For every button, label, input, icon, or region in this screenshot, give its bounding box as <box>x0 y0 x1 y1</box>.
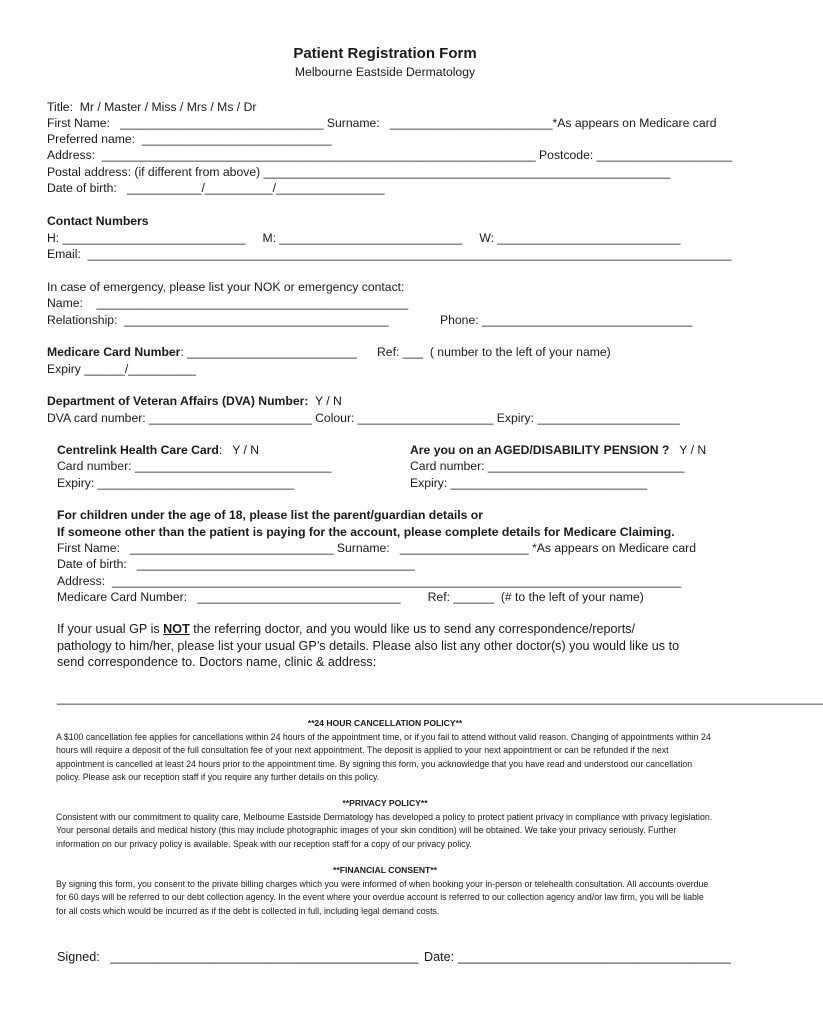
gp-line-2: pathology to him/her, please list your usual GP’s details. Please also list any other doctor(s) you would like us to <box>57 639 680 653</box>
postal-address-field[interactable]: Postal address: (if different from above) ____________________________________________________________ <box>47 165 671 179</box>
emergency-intro: In case of emergency, please list your NOK or emergency contact: <box>47 280 405 294</box>
financial-heading: **FINANCIAL CONSENT** <box>333 865 437 875</box>
guardian-heading-1: For children under the age of 18, please list the parent/guardian details or <box>57 508 483 522</box>
guardian-heading-2: If someone other than the patient is paying for the account, please complete details for Medicare Claiming. <box>57 525 675 539</box>
signature-field[interactable]: Signed: ____________________________________________ <box>57 950 419 964</box>
address-field[interactable]: Address: ________________________________________________________________ Postcode: ____________________ <box>47 148 733 162</box>
financial-text: By signing this form, you consent to the private billing charges which you were informed of when booking your in-person or telehealth consultation. All accounts overdue for 60 days will be referred to our debt collection agency. In the event where your overdue account is referred to our collection agency and/or law firm, you will be liable for all costs which would be incurred as if the debt is collected in full, including legal demand costs. <box>56 879 709 916</box>
medicare-row <box>47 344 357 360</box>
privacy-text: Consistent with our commitment to quality care, Melbourne Eastside Dermatology has developed a policy to protect patient privacy in compliance with privacy legislation. Your personal details and medical history (this may include photographic images of your skin condition) will be obtained. We take your privacy seriously. Further information on our privacy policy is available. Speak with our reception staff for a copy of our privacy policy. <box>56 812 713 849</box>
pension-yn-option[interactable]: Y / N <box>669 443 707 457</box>
dob-field[interactable]: Date of birth: ___________/__________/________________ <box>47 181 385 195</box>
gp-details-field[interactable]: _________________________________________________________________________________________________________________ <box>57 691 823 705</box>
dva-card-field[interactable]: DVA card number: ________________________ Colour: ____________________ Expiry: _____________________ <box>47 411 680 425</box>
centrelink-yn-option[interactable]: : Y / N <box>218 443 260 457</box>
dva-row <box>47 393 342 409</box>
guardian-first-name-field[interactable]: First Name: ______________________________ Surname: ___________________ *As appears on Medicare card <box>57 541 696 555</box>
form-subtitle: Melbourne Eastside Dermatology <box>294 65 476 79</box>
guardian-address-field[interactable]: Address: ____________________________________________________________________________________ <box>57 574 682 588</box>
pension-row <box>410 442 706 458</box>
email-field[interactable]: Email: _______________________________________________________________________________________________ <box>47 247 732 261</box>
emergency-relationship-field[interactable]: Relationship: _______________________________________ <box>47 313 389 327</box>
guardian-dob-field[interactable]: Date of birth: _________________________________________ <box>57 557 415 571</box>
guardian-medicare-field[interactable]: Medicare Card Number: ______________________________ Ref: ______ (# to the left of your name) <box>57 590 644 604</box>
pension-expiry-field[interactable]: Expiry: _____________________________ <box>410 476 648 490</box>
medicare-expiry-field[interactable]: Expiry ______/__________ <box>47 362 197 376</box>
dva-yn-option[interactable]: Y / N <box>308 394 342 408</box>
cancellation-text: A $100 cancellation fee applies for cancellations within 24 hours of the appointment time, or if you fail to attend without valid reason. Changing of appointments within 24 hours will require a deposit of the full consultation fee of your next appointment. The deposit is applied to your next appointment or can be refunded if the next appointment is cancelled at least 24 hours prior to the appointment time. By signing this form, you acknowledge that you have read and understood our cancellation policy. Please ask our reception staff if you require any further details on this policy. <box>56 732 711 782</box>
medicare-field[interactable]: : _________________________ <box>180 345 357 359</box>
centrelink-expiry-field[interactable]: Expiry: _____________________________ <box>57 476 295 490</box>
phone-fields[interactable]: H: ___________________________ M: ___________________________ W: ___________________________ <box>47 231 681 245</box>
contact-heading: Contact Numbers <box>47 214 149 228</box>
title-field[interactable]: Title: Mr / Master / Miss / Mrs / Ms / Dr <box>47 100 257 114</box>
gp-line-3: send correspondence to. Doctors name, clinic & address: <box>57 655 377 669</box>
privacy-heading: **PRIVACY POLICY** <box>342 798 428 808</box>
centrelink-row <box>57 442 259 458</box>
form-title: Patient Registration Form <box>293 45 477 62</box>
pension-label: Are you on an AGED/DISABILITY PENSION ? <box>410 443 670 457</box>
gp-not-emphasis: NOT <box>163 622 190 636</box>
pension-card-field[interactable]: Card number: _____________________________ <box>410 459 685 473</box>
cancellation-heading: **24 HOUR CANCELLATION POLICY** <box>307 718 463 728</box>
gp-line-1 <box>57 621 635 637</box>
emergency-phone-field[interactable]: Phone: _______________________________ <box>440 313 693 327</box>
date-field[interactable]: Date: _______________________________________ <box>424 950 731 964</box>
medicare-ref-field[interactable]: Ref: ___ ( number to the left of your name) <box>377 345 611 359</box>
first-name-field[interactable]: First Name: ______________________________ Surname: ________________________*As appears on Medicare card <box>47 116 717 130</box>
dva-label: Department of Veteran Affairs (DVA) Number: <box>47 394 309 408</box>
medicare-label: Medicare Card Number <box>47 345 181 359</box>
gp-line-1-end: the referring doctor, and you would like us to send any correspondence/reports/ <box>189 622 636 636</box>
gp-line-1-start: If your usual GP is <box>57 622 164 636</box>
preferred-name-field[interactable]: Preferred name: ____________________________ <box>47 132 332 146</box>
emergency-name-field[interactable]: Name: ______________________________________________ <box>47 296 409 310</box>
centrelink-card-field[interactable]: Card number: _____________________________ <box>57 459 332 473</box>
centrelink-label: Centrelink Health Care Card <box>57 443 219 457</box>
